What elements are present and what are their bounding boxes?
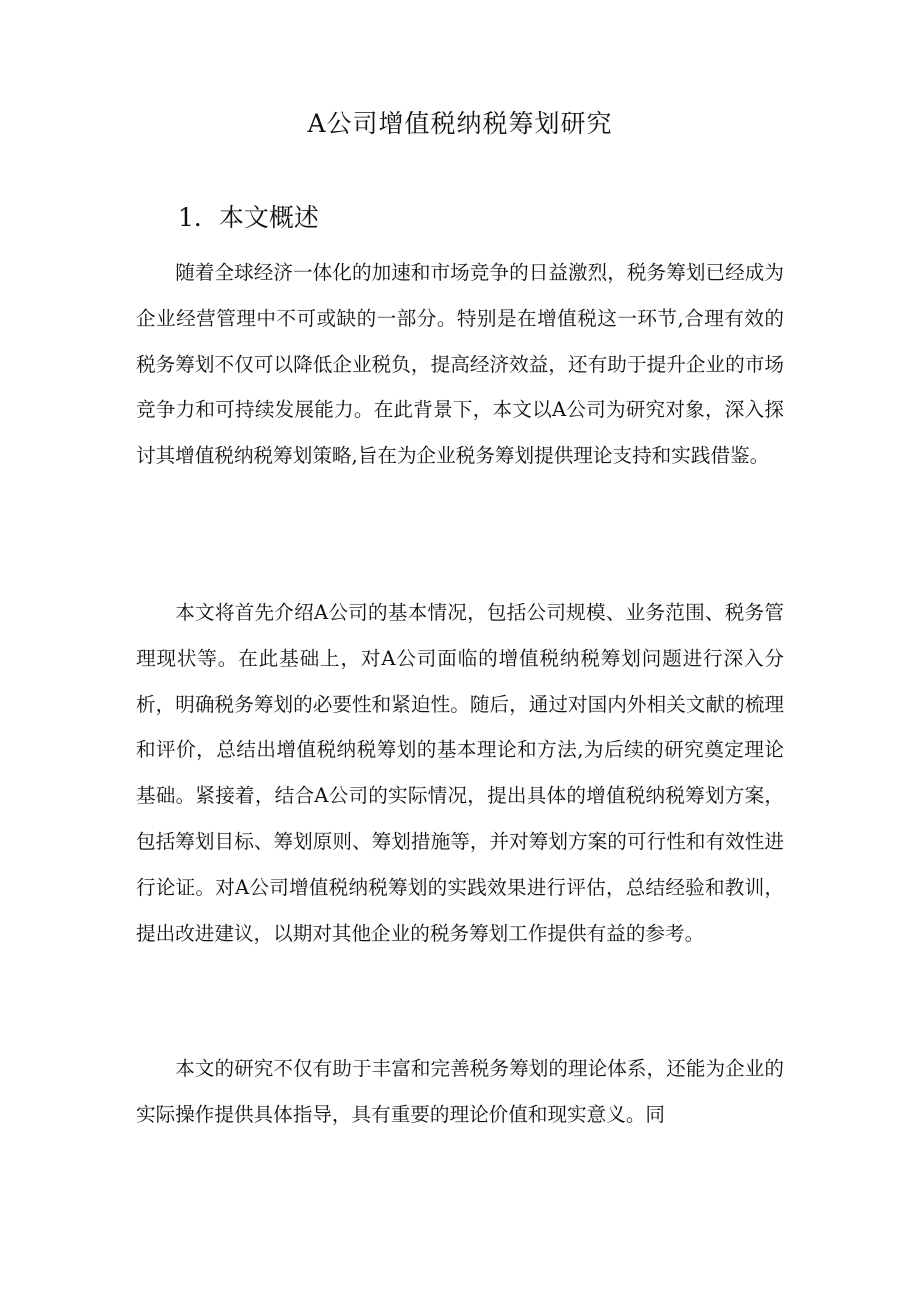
paragraph-2: 本文将首先介绍A公司的基本情况，包括公司规模、业务范围、税务管理现状等。在此基础上，对A公司面临的增值税纳税筹划问题进行深入分析，明确税务筹划的必要性和紧迫性。随后，通过对国内外相关文献的梳理和评价，总结出增值税纳税筹划的基本理论和方法,为后续的研究奠定理论基础。紧接着，结合A公司的实际情况，提出具体的增值税纳税筹划方案，包括筹划目标、筹划原则、筹划措施等，并对筹划方案的可行性和有效性进行论证。对A公司增值税纳税筹划的实践效果进行评估，总结经验和教训，提出改进建议，以期对其他企业的税务筹划工作提供有益的参考。 <box>136 601 784 945</box>
paragraph-3: 本文的研究不仅有助于丰富和完善税务筹划的理论体系，还能为企业的实际操作提供具体指导，具有重要的理论价值和现实意义。同 <box>136 1057 784 1126</box>
document-title: A公司增值税纳税筹划研究 <box>307 109 613 138</box>
section-heading: 1．本文概述 <box>178 203 319 232</box>
paragraph-1: 随着全球经济一体化的加速和市场竞争的日益激烈，税务筹划已经成为企业经营管理中不可或缺的一部分。特别是在增值税这一环节,合理有效的税务筹划不仅可以降低企业税负，提高经济效益，还有助于提升企业的市场竞争力和可持续发展能力。在此背景下，本文以A公司为研究对象，深入探讨其增值税纳税筹划策略,旨在为企业税务筹划提供理论支持和实践借鉴。 <box>136 261 784 468</box>
